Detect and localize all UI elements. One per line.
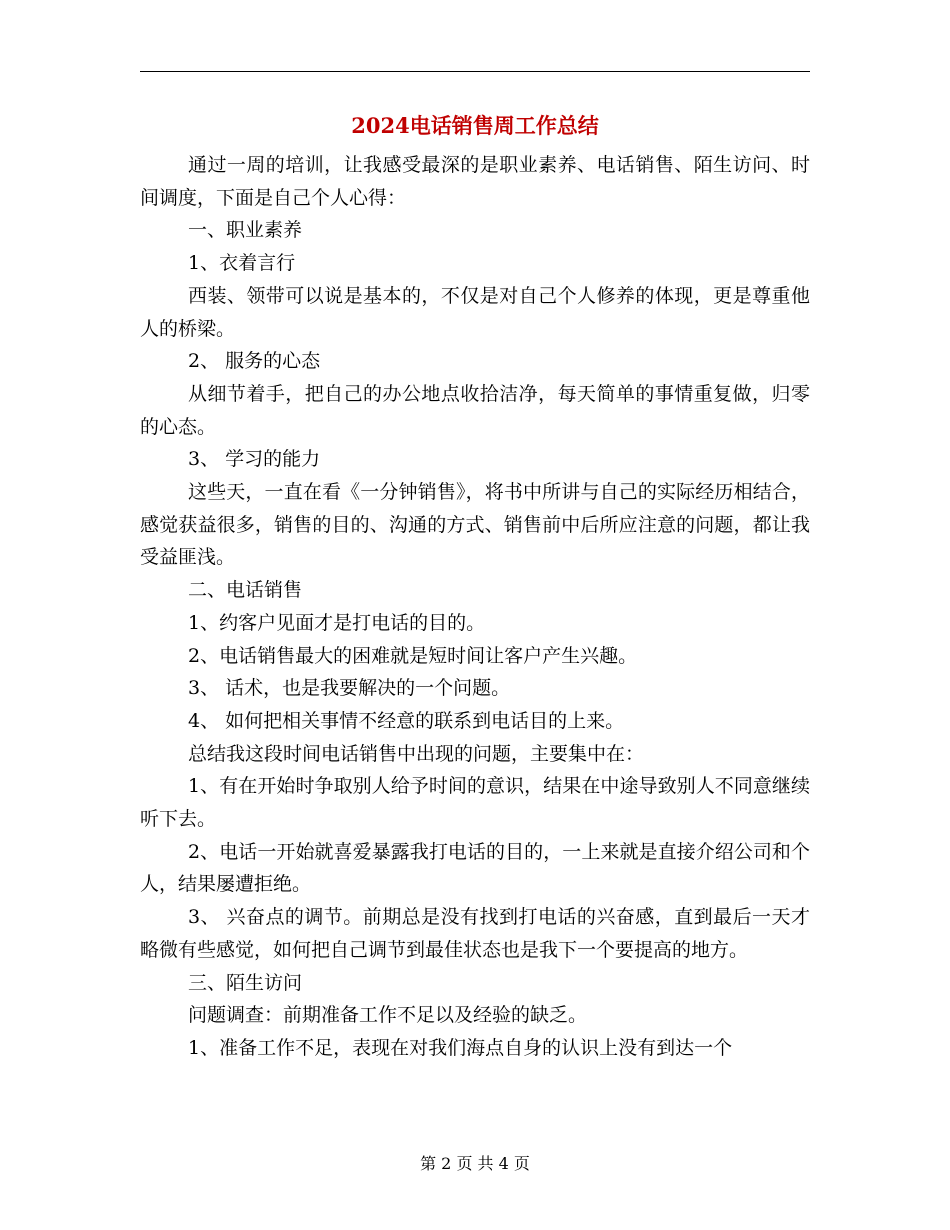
list-item: 2、电话一开始就喜爱暴露我打电话的目的，一上来就是直接介绍公司和个人，结果屡遭拒绝。: [140, 840, 810, 896]
list-item: 4、 如何把相关事情不经意的联系到电话目的上来。: [188, 709, 625, 732]
paragraph-attire: 西装、领带可以说是基本的，不仅是对自己个人修养的体现，更是尊重他人的桥梁。: [140, 284, 810, 340]
document-title: 2024电话销售周工作总结: [351, 113, 599, 138]
subheading-attire: 1、衣着言行: [188, 252, 296, 275]
list-item: 3、 话术，也是我要解决的一个问题。: [188, 677, 511, 700]
list-item: 1、约客户见面才是打电话的目的。: [188, 611, 486, 634]
page-number-footer: 第 2 页 共 4 页: [420, 1154, 530, 1173]
paragraph-problem-survey: 问题调查：前期准备工作不足以及经验的缺乏。: [188, 1004, 588, 1027]
list-item: 3、 兴奋点的调节。前期总是没有找到打电话的兴奋感，直到最后一天才略微有些感觉，如何把自己调节到最佳状态也是我下一个要提高的地方。: [140, 906, 810, 961]
summary-lead: 总结我这段时间电话销售中出现的问题，主要集中在：: [188, 742, 645, 765]
intro-paragraph: 通过一周的培训，让我感受最深的是职业素养、电话销售、陌生访问、时间调度，下面是自己个人心得：: [140, 154, 810, 209]
list-item: 1、有在开始时争取别人给予时间的意识，结果在中途导致别人不同意继续听下去。: [140, 775, 810, 831]
list-item: 1、准备工作不足，表现在对我们海点自身的认识上没有到达一个: [188, 1036, 733, 1059]
section-heading-cold-visits: 三、陌生访问: [188, 971, 303, 994]
subheading-service-attitude: 2、 服务的心态: [188, 350, 321, 373]
section-heading-professionalism: 一、职业素养: [188, 219, 303, 242]
paragraph-service-attitude: 从细节着手，把自己的办公地点收拾洁净，每天简单的事情重复做，归零的心态。: [140, 382, 810, 438]
header-rule: [140, 71, 810, 72]
list-item: 2、电话销售最大的困难就是短时间让客户产生兴趣。: [188, 644, 638, 667]
document-body: [140, 149, 810, 1065]
section-heading-phone-sales: 二、电话销售: [188, 579, 303, 602]
paragraph-learning-ability: 这些天，一直在看《一分钟销售》，将书中所讲与自己的实际经历相结合，感觉获益很多，销售的目的、沟通的方式、销售前中后所应注意的问题，都让我受益匪浅。: [140, 481, 810, 569]
subheading-learning-ability: 3、 学习的能力: [188, 448, 321, 471]
